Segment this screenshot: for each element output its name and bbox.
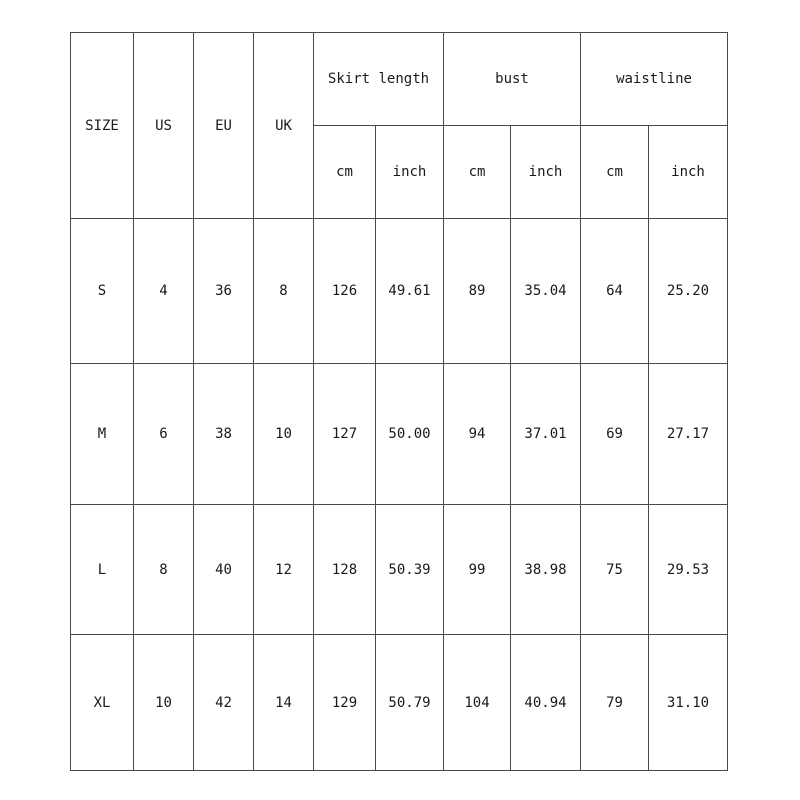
header-us: US [134,33,194,219]
cell-bust-inch: 37.01 [511,364,581,505]
cell-skirt-cm: 128 [314,505,376,635]
table-row [71,219,728,364]
header-skirt-cm: cm [314,126,376,219]
cell-uk: 8 [254,219,314,364]
size-chart-table [70,32,728,771]
header-waistline: waistline [581,33,728,126]
cell-bust-inch: 38.98 [511,505,581,635]
cell-waist-inch: 31.10 [649,635,728,771]
cell-size: L [71,505,134,635]
cell-skirt-inch: 50.39 [376,505,444,635]
cell-eu: 38 [194,364,254,505]
header-skirt-inch: inch [376,126,444,219]
header-eu: EU [194,33,254,219]
cell-eu: 42 [194,635,254,771]
header-bust-inch: inch [511,126,581,219]
cell-eu: 40 [194,505,254,635]
table-row [71,364,728,505]
cell-us: 10 [134,635,194,771]
cell-waist-inch: 29.53 [649,505,728,635]
cell-bust-cm: 94 [444,364,511,505]
header-waist-cm: cm [581,126,649,219]
header-skirt-length: Skirt length [314,33,444,126]
cell-skirt-inch: 50.79 [376,635,444,771]
table-row [71,505,728,635]
cell-waist-inch: 27.17 [649,364,728,505]
cell-size: S [71,219,134,364]
cell-skirt-cm: 129 [314,635,376,771]
cell-us: 4 [134,219,194,364]
header-bust-cm: cm [444,126,511,219]
cell-skirt-cm: 127 [314,364,376,505]
cell-bust-inch: 40.94 [511,635,581,771]
cell-uk: 10 [254,364,314,505]
cell-uk: 14 [254,635,314,771]
header-waist-inch: inch [649,126,728,219]
cell-waist-inch: 25.20 [649,219,728,364]
cell-waist-cm: 75 [581,505,649,635]
table-row [71,635,728,771]
cell-bust-cm: 99 [444,505,511,635]
cell-bust-inch: 35.04 [511,219,581,364]
cell-bust-cm: 104 [444,635,511,771]
cell-skirt-cm: 126 [314,219,376,364]
cell-skirt-inch: 50.00 [376,364,444,505]
cell-skirt-inch: 49.61 [376,219,444,364]
cell-eu: 36 [194,219,254,364]
header-size: SIZE [71,33,134,219]
cell-size: M [71,364,134,505]
header-uk: UK [254,33,314,219]
cell-uk: 12 [254,505,314,635]
cell-waist-cm: 79 [581,635,649,771]
header-row-top [71,33,728,126]
cell-size: XL [71,635,134,771]
cell-waist-cm: 69 [581,364,649,505]
cell-waist-cm: 64 [581,219,649,364]
cell-us: 8 [134,505,194,635]
cell-bust-cm: 89 [444,219,511,364]
cell-us: 6 [134,364,194,505]
header-bust: bust [444,33,581,126]
